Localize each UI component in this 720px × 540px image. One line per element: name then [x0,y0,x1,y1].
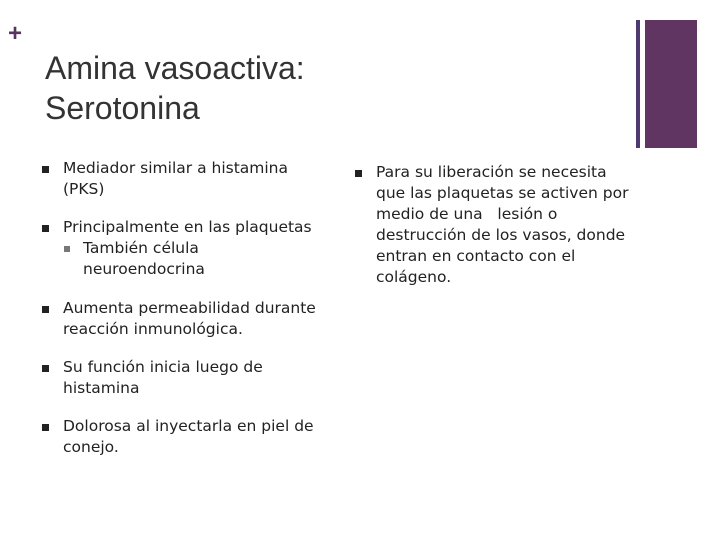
sub-list-item [63,238,332,280]
bullet-text: histamina [63,379,140,397]
list-item [42,298,332,340]
square-bullet-icon [42,365,49,372]
list-item [42,416,332,458]
list-item [355,162,645,288]
bullet-text: conejo. [63,438,119,456]
bullet-text: Mediador similar a histamina [63,159,288,177]
square-bullet-icon [42,306,49,313]
slide-title [45,48,305,128]
right-bullet-list [355,162,645,288]
list-item [42,217,332,280]
bullet-text: Aumenta permeabilidad durante [63,299,316,317]
bullet-text: Para su liberación se necesita [376,163,607,181]
bullet-text: reacción inmunológica. [63,320,243,338]
sub-bullet-text: neuroendocrina [83,260,205,278]
bullet-text: Principalmente en las plaquetas [63,218,312,236]
bullet-text: (PKS) [63,180,105,198]
bullet-text: destrucción de los vasos, donde [376,226,626,244]
sub-bullet-text: También célula [83,239,199,257]
title-line-1: Amina vasoactiva: [45,50,305,86]
accent-bar-block [645,20,697,148]
accent-bar-thin [636,20,640,148]
left-bullet-list [42,158,332,475]
bullet-text: medio de una lesión o [376,205,558,223]
plus-icon: + [8,20,23,47]
square-bullet-icon [42,166,49,173]
title-line-2: Serotonina [45,90,200,126]
list-item [42,357,332,399]
bullet-text: colágeno. [376,268,452,286]
sub-bullet-list [63,238,332,280]
bullet-text: Dolorosa al inyectarla en piel de [63,417,314,435]
square-bullet-icon [42,225,49,232]
bullet-text: Su función inicia luego de [63,358,263,376]
bullet-text: entran en contacto con el [376,247,576,265]
square-bullet-icon [64,246,70,252]
list-item [42,158,332,200]
bullet-text: que las plaquetas se activen por [376,184,629,202]
square-bullet-icon [42,424,49,431]
square-bullet-icon [355,170,362,177]
